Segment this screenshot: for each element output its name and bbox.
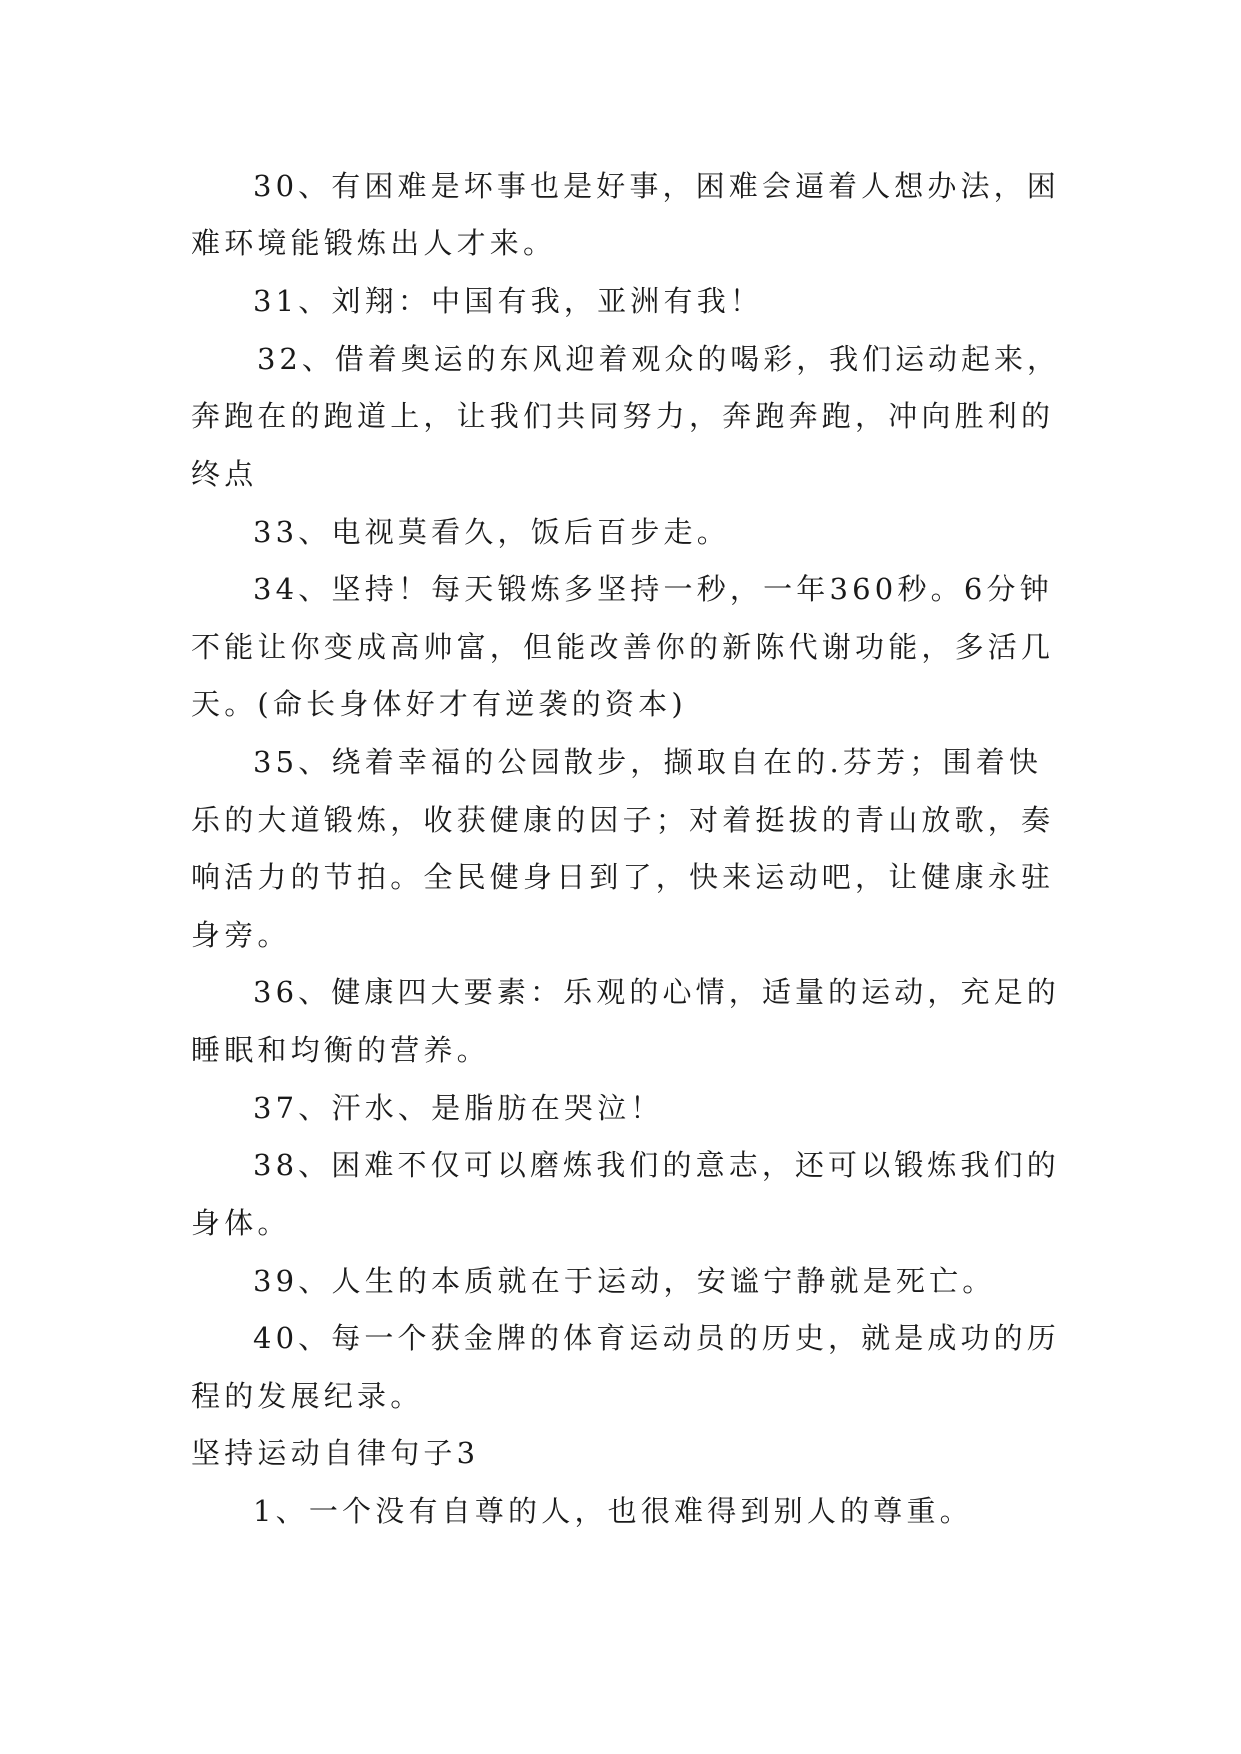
paragraph-40-line-1: 40、每一个获金牌的体育运动员的历史，就是成功的历 xyxy=(253,1321,1060,1355)
paragraph-34-line-3: 天。(命长身体好才有逆袭的资本) xyxy=(191,687,687,721)
paragraph-38-line-2: 身体。 xyxy=(191,1206,291,1240)
paragraph-36-line-2: 睡眠和均衡的营养。 xyxy=(191,1033,490,1067)
paragraph-32-line-3: 终点 xyxy=(191,457,258,491)
paragraph-33: 33、电视莫看久，饭后百步走。 xyxy=(253,515,730,549)
paragraph-39: 39、人生的本质就在于运动，安谧宁静就是死亡。 xyxy=(253,1264,996,1298)
paragraph-30-line-1: 30、有困难是坏事也是好事，困难会逼着人想办法，困 xyxy=(253,169,1060,203)
paragraph-35-line-3: 响活力的节拍。全民健身日到了，快来运动吧，让健康永驻 xyxy=(191,860,1055,894)
paragraph-32-line-2: 奔跑在的跑道上，让我们共同努力，奔跑奔跑，冲向胜利的 xyxy=(191,399,1055,433)
paragraph-34-line-1: 34、坚持！每天锻炼多坚持一秒，一年360秒。6分钟 xyxy=(253,572,1053,606)
paragraph-35-line-4: 身旁。 xyxy=(191,918,291,952)
section-paragraph-1: 1、一个没有自尊的人，也很难得到别人的尊重。 xyxy=(253,1494,973,1528)
paragraph-35-line-1: 35、绕着幸福的公园散步，撷取自在的.芬芳；围着快 xyxy=(253,745,1043,779)
paragraph-36-line-1: 36、健康四大要素：乐观的心情，适量的运动，充足的 xyxy=(253,975,1060,1009)
paragraph-30-line-2: 难环境能锻炼出人才来。 xyxy=(191,226,557,260)
paragraph-37: 37、汗水、是脂肪在哭泣！ xyxy=(253,1091,664,1125)
paragraph-31: 31、刘翔：中国有我，亚洲有我！ xyxy=(253,284,764,318)
section-heading: 坚持运动自律句子3 xyxy=(191,1436,480,1470)
paragraph-34-line-2: 不能让你变成高帅富，但能改善你的新陈代谢功能，多活几 xyxy=(191,630,1055,664)
paragraph-35-line-2: 乐的大道锻炼，收获健康的因子；对着挺拔的青山放歌，奏 xyxy=(191,803,1055,837)
paragraph-32-line-1: 32、借着奥运的东风迎着观众的喝彩，我们运动起来， xyxy=(257,342,1060,376)
paragraph-40-line-2: 程的发展纪录。 xyxy=(191,1379,424,1413)
paragraph-38-line-1: 38、困难不仅可以磨炼我们的意志，还可以锻炼我们的 xyxy=(253,1148,1060,1182)
